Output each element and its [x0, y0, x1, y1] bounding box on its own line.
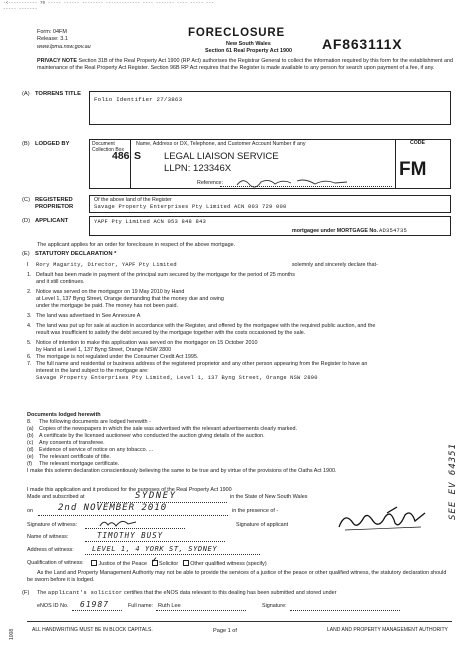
website-link: www.lpma.nsw.gov.au: [37, 43, 91, 50]
fax-header: -<----------- 70 ----- ------ -------- ------------- ---- ------- ---- ----- ---: [3, 1, 214, 6]
statutory-row: [27, 289, 184, 295]
made-on-date: 2nd NOVEMBER 2010: [58, 503, 168, 513]
form-number: Form: 04FM: [37, 29, 67, 35]
statutory-row-text: under the mortgage be paid. The money has not been paid.: [36, 303, 178, 309]
box-code: S: [134, 150, 142, 162]
statutory-row-text: Savage Property Enterprises Pty Limited, Level 1, 137 Byng Street, Orange NSW 2800: [36, 375, 318, 381]
document-lodged-number: (f): [27, 461, 33, 467]
privacy-text: Section 31B of the Real Property Act 1900 (RP Act) authorises the Registrar General to collect the information required by this form for the establishment and maintenance of the Real Property Act Register. Section 96B RP Act requires that the Register is made available to any person for search upon payment of a fee, if any.: [37, 58, 454, 72]
document-lodged-number: (b): [27, 433, 34, 439]
statutory-row-number: I: [27, 262, 29, 268]
witness-address: LEVEL 1, 4 YORK ST, SYDNEY: [92, 545, 218, 553]
applicant-signature-label: Signature of applicant: [236, 522, 289, 528]
statutory-row-text: interest in the land subject to the mortgage are:: [36, 368, 149, 374]
document-lodged-text: The following documents are lodged herewith -: [39, 419, 151, 425]
made-on-label: on: [27, 508, 33, 514]
footer-page: Page 1 of: [213, 628, 237, 634]
code-label: CODE: [410, 140, 425, 146]
torrens-label: (A) TORRENS TITLE: [22, 91, 81, 97]
registered-line1: Of the above land of the Register: [94, 197, 172, 203]
registered-proprietor: Savage Property Enterprises Pty Limited ACN 003 729 000: [94, 203, 287, 210]
jp-checkbox[interactable]: [91, 560, 97, 566]
service-name: LEGAL LIAISON SERVICE: [164, 151, 279, 162]
document-lodged-item: [27, 454, 111, 460]
document-lodged-text: Any consents of transferee.: [39, 440, 105, 446]
cert-letter: (F): [22, 590, 30, 596]
statutory-row: [27, 272, 295, 278]
statutory-row-number: 4.: [27, 323, 32, 329]
statutory-row-text: at Level 1, 137 Byng Street, Orange demanding that the money due and owing: [36, 296, 224, 302]
witness-qualification-label: Qualification of witness:: [27, 560, 84, 566]
folio-identifier: Folio Identifier 27/3863: [94, 96, 183, 103]
statutory-row-number: 3.: [27, 313, 32, 319]
statutory-row-number: 5.: [27, 340, 32, 346]
document-lodged-number: (e): [27, 454, 34, 460]
witness-signature: [98, 517, 138, 529]
cert-signature-label: Signature:: [262, 603, 287, 609]
full-name-label: Full name:: [128, 603, 154, 609]
statutory-row-text: The land was put up for sale at auction in accordance with the Register, and offered by the mortgagee with the required public auction, and the: [36, 323, 376, 329]
witness-name: TIMOTHY BUSY: [97, 531, 164, 540]
privacy-note: [37, 58, 453, 72]
documents-lodged-heading: Documents lodged herewith: [27, 412, 101, 418]
side-stamp: SEE EV 64351: [448, 442, 458, 520]
statutory-row: [27, 313, 140, 319]
document-lodged-text: The relevant certificate of title.: [39, 454, 111, 460]
statutory-row: [27, 361, 367, 367]
mortgage-number: AD354735: [379, 227, 408, 234]
registered-label: (C) REGISTERED PROPRIETOR: [22, 197, 74, 210]
cert-applicant-name: applicant's solicitor: [47, 589, 123, 596]
fax-header-2: ----- -------: [3, 7, 38, 12]
privacy-heading: PRIVACY NOTE: [37, 58, 77, 64]
service-llpn: LLPN: 123346X: [164, 163, 232, 174]
lodged-column-header: Name, Address or DX, Telephone, and Customer Account Number if any: [136, 141, 306, 147]
statutory-row: [27, 296, 224, 302]
full-name-value: Ruth Lee: [158, 603, 181, 609]
statutory-row-number: 7.: [27, 361, 32, 367]
statutory-row: [27, 323, 375, 329]
reference-label: Reference:: [197, 180, 223, 186]
mortgage-label: mortgagee under MORTGAGE No.: [292, 228, 378, 234]
made-at-place: SYDNEY: [135, 491, 177, 501]
witness-address-label: Address of witness:: [27, 547, 74, 553]
document-lodged-number: (a): [27, 426, 34, 432]
document-lodged-number: (d): [27, 447, 34, 453]
witness-name-label: Name of witness:: [27, 534, 69, 540]
solicitor-checkbox[interactable]: ✓: [151, 557, 158, 564]
made-at-label: Made and subscribed at: [27, 494, 85, 500]
document-lodged-text: The relevant mortgage certificate.: [39, 461, 120, 467]
statutory-label: (E) STATUTORY DECLARATION *: [22, 251, 117, 257]
document-lodged-item: [27, 440, 105, 446]
box-number: 486: [112, 150, 130, 162]
document-lodged-number: 8.: [27, 419, 32, 425]
document-lodged-text: Copies of the newspapers in which the sale was advertised with the relevant advertisements clearly marked.: [39, 426, 297, 432]
lodged-by-label: (B) LODGED BY: [22, 141, 70, 147]
statutory-row-text: Notice of intention to make this application was served on the mortgagor on 15 October 2010: [36, 340, 258, 346]
statutory-row: [27, 375, 318, 381]
solemn-declaration: I make this solemn declaration conscientiously believing the same to be true and by virtue of the provisions of the Oaths Act 1900.: [27, 468, 337, 474]
document-number: AF863111X: [322, 36, 403, 52]
statutory-row: [27, 303, 178, 309]
statutory-row: [27, 354, 198, 360]
form-title: FORECLOSURE: [188, 27, 285, 39]
cert-text: The applicant's solicitor certifies that the eNOS data relevant to this dealing has been submitted and stored under: [37, 589, 337, 596]
statutory-row-text: The mortgage is not regulated under the Consumer Credit Act 1995.: [36, 354, 199, 360]
statutory-row: [27, 262, 378, 268]
statutory-row-number: 2.: [27, 289, 32, 295]
reference-signature: [235, 176, 350, 188]
form-subtitle-1: New South Wales: [226, 41, 271, 47]
apply-text: The applicant applies for an order for foreclosure in respect of the above mortgage.: [37, 242, 236, 248]
document-lodged-text: Evidence of service of notice on any tobacco. ...: [39, 447, 154, 453]
statutory-row-text: Default has been made in payment of the principal sum secured by the mortgage for the period of 25 months: [36, 272, 295, 278]
statutory-row-text: and it still continues.: [36, 279, 85, 285]
document-lodged-item: [27, 433, 265, 439]
made-at-state: in the State of New South Wales: [230, 494, 308, 500]
enos-label: eNOS ID No.: [37, 603, 69, 609]
applicant-value: YAPF Pty Limited ACN 053 848 843: [94, 218, 207, 225]
release-number: Release: 3.1: [37, 36, 68, 43]
statutory-row-number: 1.: [27, 272, 32, 278]
statutory-row-text: The land was advertised in See Annexure A: [36, 313, 141, 319]
applicant-label: (D) APPLICANT: [22, 218, 69, 224]
doc-collection-label: Document Collection Box: [92, 141, 124, 153]
statutory-row: [27, 279, 85, 285]
statutory-row: [27, 368, 149, 374]
footer-side: 1008: [9, 628, 15, 640]
footer-left: ALL HANDWRITING MUST BE IN BLOCK CAPITALS.: [32, 627, 153, 633]
statutory-row: [27, 347, 171, 353]
form-info: [37, 29, 91, 51]
presence-label: in the presence of -: [232, 508, 279, 514]
statutory-row: [27, 330, 305, 336]
document-lodged-item: [27, 447, 153, 453]
document-lodged-item: [27, 419, 151, 425]
statutory-row-text: Notice was served on the mortgagor on 19 May 2010 by Hand: [36, 289, 185, 295]
statutory-row-text: result was insufficient to satisfy the debt secured by the mortgage together with the costs occasioned by the sale.: [36, 330, 306, 336]
made-application-text: I made this application and it produced for the purposes of the Real Property Act 1900: [27, 487, 232, 493]
code-value: FM: [399, 159, 427, 180]
statutory-row-text: Rory Magarity, Director, YAPF Pty Limited: [36, 262, 177, 268]
witness-signature-label: Signature of witness:: [27, 522, 78, 528]
statutory-row-text: by Hand at Level 1, 137 Byng Street, Orange NSW 2800: [36, 347, 172, 353]
statutory-row: [27, 340, 257, 346]
enos-number: 61987: [80, 600, 110, 609]
lpma-note: As the Land and Property Management Authority may not be able to provide the services of a justice of the peace or other qualified witness, the statutory declaration should be sworn before it is lodged.: [27, 570, 447, 584]
footer-right: LAND AND PROPERTY MANAGEMENT AUTHORITY: [327, 627, 448, 633]
form-subtitle-2: Section 61 Real Property Act 1900: [205, 48, 292, 54]
document-lodged-number: (c): [27, 440, 34, 446]
statutory-row-text: The full name and residential or business address of the registered proprietor and any other person appearing from the Register to have an: [36, 361, 368, 367]
statutory-row-number: 6.: [27, 354, 32, 360]
document-lodged-item: [27, 461, 119, 467]
document-lodged-text: A certificate by the licensed auctioneer who conducted the auction giving details of the auction.: [39, 433, 265, 439]
document-lodged-item: [27, 426, 297, 432]
statutory-row-tail: solemnly and sincerely declare that-: [291, 262, 378, 268]
applicant-signature: [335, 505, 430, 533]
qualification-options: Justice of the Peace ✓ Solicitor Other qualified witness (specify): [91, 560, 267, 567]
other-checkbox[interactable]: [183, 560, 189, 566]
